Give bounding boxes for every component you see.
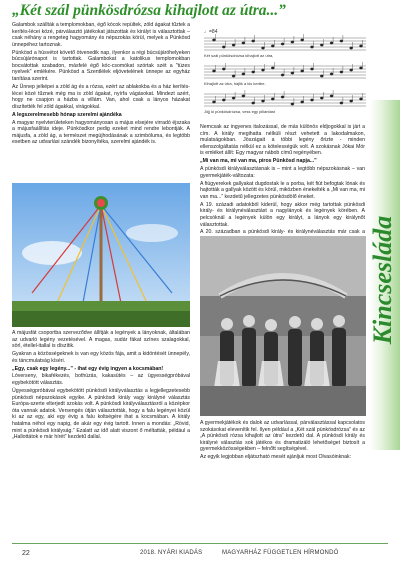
paragraph: A 19. századi adatokból kiderül, hogy akkor még tartottak pünkösdi király- és királynéválasztást a nagylányok és legények körében. A pelcsóknál a legények külön egy királyt, a lányok egy királynőt választottak.	[200, 201, 365, 228]
note-head	[271, 45, 274, 47]
note-head	[232, 44, 235, 46]
lyric-line-3: Jöjj ki pünkösdrózsa, vess egy pillantást	[204, 109, 275, 114]
note-head	[291, 103, 294, 105]
note-head	[212, 39, 215, 41]
note-head	[261, 47, 264, 49]
note-head	[301, 70, 304, 72]
paragraph: A pünkösdi királyválasztásnak is – mint a legtöbb népszokásnak – van gyermekjáték-változata:	[200, 166, 365, 179]
note-head	[212, 101, 215, 103]
magazine-name: MAGYARHÁZ FÜGGETLEN HÍRMONDÓ	[222, 550, 339, 556]
paragraph: Nemcsak az ingyenes italozással, de más különös eldjogokkal is járt a cím. A király megihatta nélküli részt vehetett a lakodalmakon, mulatságokban. Jöszágait a többi legény őrizte - minden ellenszolgáltatás nélkül ez a kötelességük volt. A szokásnak Jókai Mór is emléket állít: Egy magyar nábob című regényében.	[200, 124, 365, 157]
note-head	[252, 102, 255, 104]
note-head	[291, 72, 294, 74]
note-head	[320, 44, 323, 46]
paragraph: Galambok szállták a templomokban, égő kócok repültek, zöld ágakat tűztek a kerítés-lécei közé, párválasztó játékokat játszottak és királyt is választottak – csak néhány a rengeteg hagyomány és népszokás körül, melyek a Pünkösd ünnepéhez tartoznak.	[12, 22, 190, 48]
note-head	[350, 100, 353, 102]
paragraph: A fiúgyerekek gallyakat dugdostak le a porba, két fiút befogtak lónak és hajtották a gallyak között és körül, miközben énekelték a „Mi van ma, mi van ma...” kezdetű jellegzetes pünkösdölő éneket.	[200, 180, 365, 200]
note-head	[271, 98, 274, 100]
note-head	[330, 42, 333, 44]
maypole-photo	[12, 183, 190, 327]
note-head	[222, 99, 225, 101]
note-head	[330, 95, 333, 97]
note-head	[252, 40, 255, 42]
sheet-music	[200, 26, 370, 122]
paragraph: Az egyik legjobban eljátszható mesét ajánljuk most Olvasóinknak:	[200, 454, 352, 461]
note-head	[330, 73, 333, 75]
article-column-4	[200, 420, 365, 536]
section-title-vertical: Kincsesláda	[368, 215, 397, 345]
note-head	[320, 75, 323, 77]
notes	[212, 34, 362, 105]
note-head	[359, 98, 362, 100]
paragraph: Pünkösd a húsvétot követő ötvenedik nap, ilyenkor a régi búcsújáróhelyeken búcsújárónapot is tartottak. Galambokat a katolikus templomokban bocsátottak szabadon, másfelé égő kóc-csomókat szórtak szét a "tüzes nyelvek" emlékére. Pünkösd a Szentlélek eljövetelének ünnepe az egyház tanítása szerint.	[12, 49, 190, 83]
note-head	[359, 67, 362, 69]
paragraph: Ügyességpróbával egybekötött pünkösdi királyválasztás a legjellegzetesebb pünkösdi népszokások egyike. A pünkösdi király vagy királyné választás Európa-szerte elterjedt szokás volt. A pünkösdi királyválasztásról a középkor óta vannak adatok. Versengés útján választották, hogy a falu legényei közül ki az az egy, aki egy évig a falu koltségére ihat a kocsmában. A király hatalma néhol egy napig, de akár egy évig tartott. Innen a mondás: „Rövid, mint a pünkösdi királyság.” Ezalatt az idő alatt viszont ő méltatták, például a „Hallottátok e már hírét” kezdetű dallal.	[12, 387, 190, 441]
page-number: 22	[22, 550, 30, 557]
paragraph: Gyakran a közösségeknek is van egy közös fája, amit a kidöntését ünnepély, és táncmulatság kíséri.	[12, 351, 190, 364]
note-head	[310, 46, 313, 48]
note-head	[291, 41, 294, 43]
paragraph: A gyermekjátékok és dalok az udvarlással, párválasztással kapcsolatos szokásokat elevenítik fel. Ilyen például a „Két szál pünkösdrózsa” és az „A pünkösdi rózsa kihajlott az útra” kezdetű dal. A pünkösdi király és királyné választás sok játékos és dramatizáló lehetőséget biztosít a gyermekközösségekben – felnőtt segítségével.	[200, 420, 365, 453]
note-head	[271, 67, 274, 69]
section-heading: „Mi van ma, mi van ma, piros Pünkösd napja...”	[200, 158, 317, 165]
note-head	[261, 69, 264, 71]
note-head	[310, 68, 313, 70]
lyric-line-1: Két szál pünkösdrózsa kihajlott az útra,	[204, 53, 274, 58]
section-heading: „Egy, csak egy legény...” - ihat egy évig ingyen a kocsmában!	[12, 365, 164, 372]
section-heading: A legszerelmesebb hónap szerelmi ajándéka	[12, 111, 122, 118]
note-head	[281, 96, 284, 98]
article-column-3	[12, 330, 190, 535]
note-head	[340, 40, 343, 42]
note-head	[359, 45, 362, 47]
tempo-label: ♩=84	[204, 29, 218, 35]
paragraph: A magyar nyelvterületeken hagyományosan a május elsejére virradó éjszaka a májusfaállítás ideje. Pünkösdkor pedig ezeket mind rendre lebontják. A májusfa, a zöld ág, a természet megújhodásának a szimbóluma, és legtöbb esetben az udvarlási szándék bizonyítéka, szerelmi ajándék is.	[12, 119, 190, 146]
page-footer	[0, 541, 400, 566]
historic-photo	[200, 236, 366, 416]
lyric-line-2: Kihajlott az útra, hajlik a kis kertbe,	[204, 81, 266, 86]
paragraph: A 20. században a pünkösdi király- és királynéválasztás már csak a	[200, 229, 365, 236]
article-title: „Két szál pünkösdrózsa kihajlott az útra...”	[12, 2, 286, 19]
footer-divider	[12, 543, 388, 544]
note-head	[301, 101, 304, 103]
note-head	[222, 46, 225, 48]
paragraph: Lóverseny, bikafékezés, bothúzás, kakasütés – az ügyességpróbával egybekötött választás.	[12, 373, 190, 387]
paragraph: Az Ünnep jelképei a zöld ág és a rózsa, ezért az ablakokba és a ház kerítés-lécei közé tűznek még ma is zöld ágakat, nyírfa vágásokat. Mindezt azért, hogy ne csapjon a házba a villám. Van, ahol csak a lányos házakat díszítették fel zöld ágakkal, virágokkal.	[12, 83, 190, 110]
article-column-2	[200, 124, 365, 236]
note-head	[281, 74, 284, 76]
note-head	[301, 39, 304, 41]
note-head	[350, 69, 353, 71]
note-head	[222, 68, 225, 70]
note-head	[232, 97, 235, 99]
note-head	[320, 97, 323, 99]
note-head	[310, 99, 313, 101]
note-head	[261, 100, 264, 102]
note-head	[340, 102, 343, 104]
note-head	[281, 43, 284, 45]
note-head	[242, 42, 245, 44]
note-head	[212, 70, 215, 72]
note-head	[242, 95, 245, 97]
note-head	[242, 73, 245, 75]
note-head	[340, 71, 343, 73]
note-head	[252, 71, 255, 73]
paragraph: A májusfát csoportba szerveződve állítják a legények a lányoknak, általában az udvarló legény vezetésével. A magas, sudár fákat színes szalagokkal, sörl, étellel-itallal is díszítik.	[12, 330, 190, 350]
note-head	[232, 75, 235, 77]
article-column-1	[12, 22, 190, 178]
edition-label: 2018. NYÁRI KIADÁS	[140, 550, 203, 556]
note-head	[350, 47, 353, 49]
